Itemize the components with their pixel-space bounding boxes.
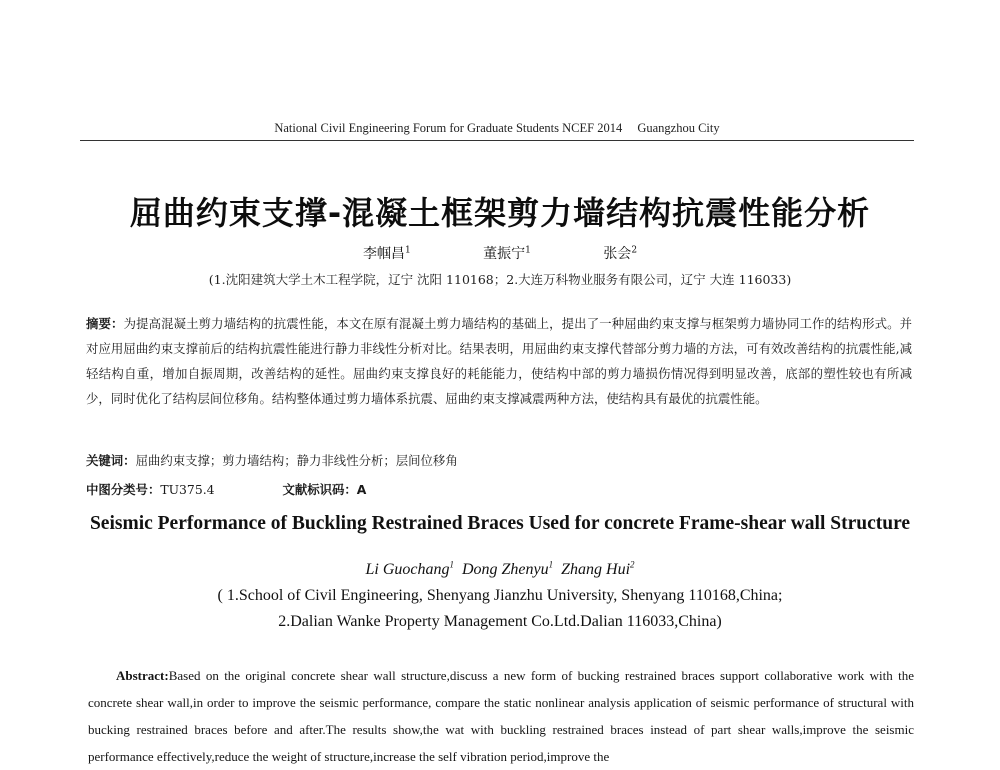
keywords-cn — [86, 451, 912, 469]
doc-code-value: A — [356, 482, 367, 497]
keywords-cn-label: 关键词： — [86, 453, 136, 468]
classification-line — [86, 480, 912, 498]
abstract-en-label: Abstract: — [116, 668, 169, 683]
author-en: Dong Zhenyu$^1$ — [461, 559, 554, 578]
clc-label: 中图分类号： — [86, 482, 161, 497]
authors-cn — [0, 243, 1000, 263]
abstract-en — [88, 662, 914, 770]
author-cn: 张会$^2$ — [603, 245, 638, 262]
abstract-cn — [86, 311, 912, 411]
author-cn: 李帼昌$^1$ — [362, 245, 411, 262]
forum-name: National Civil Engineering Forum for Graduate Students NCEF 2014 — [274, 121, 623, 135]
affiliation-en-1: ( 1.School of Civil Engineering, Shenyang Jianzhu University, Shenyang 110168,China; — [217, 587, 783, 604]
abstract-cn-label: 摘要： — [86, 316, 124, 331]
author-cn: 董振宁$^1$ — [483, 245, 531, 262]
affiliation-en-2: 2.Dalian Wanke Property Management Co.Ltd.Dalian 116033,China) — [278, 613, 722, 630]
affiliation-cn: (1.沈阳建筑大学土木工程学院，辽宁 沈阳 110168；2.大连万科物业服务有限公司，辽宁 大连 116033) — [208, 272, 792, 287]
running-header — [80, 121, 914, 136]
clc-value: TU375.4 — [160, 482, 215, 497]
abstract-en-text: Based on the original concrete shear wall structure,discuss a new form of bucking restrained braces support collaborative work with the concrete shear wall,in order to improve the seismic performance, compare the static nonlinear analysis application of seismic performance of structural with bucking restrained braces before and after.The results show,the wat with buckling restrained braces instead of part shear walls,improve the seismic performance effectively,reduce the weight of structure,increase the self vibration period,improve the — [88, 668, 914, 764]
abstract-cn-text: 为提高混凝土剪力墙结构的抗震性能，本文在原有混凝土剪力墙结构的基础上，提出了一种屈曲约束支撑与框架剪力墙协同工作的结构形式。并对应用屈曲约束支撑前后的结构抗震性能进行静力非线性分析对比。结果表明，用屈曲约束支撑代替部分剪力墙的方法，可有效改善结构的抗震性能,减轻结构自重，增加自振周期，改善结构的延性。屈曲约束支撑良好的耗能能力，使结构中部的剪力墙损伤情况得到明显改善，底部的塑性较也有所减少，同时优化了结构层间位移角。结构整体通过剪力墙体系抗震、屈曲约束支撑减震两种方法，使结构具有最优的抗震性能。 — [86, 316, 913, 406]
paper-title-en: Seismic Performance of Buckling Restrained Braces Used for concrete Frame-shear wall Structure — [89, 513, 911, 534]
paper-title-cn: 屈曲约束支撑-混凝土框架剪力墙结构抗震性能分析 — [129, 194, 871, 232]
author-en: Li Guochang$^1$ — [365, 559, 454, 578]
authors-en — [0, 561, 1000, 579]
doc-code-label: 文献标识码： — [282, 482, 357, 497]
city-name: Guangzhou City — [637, 121, 720, 135]
keywords-cn-text: 屈曲约束支撑；剪力墙结构；静力非线性分析；层间位移角 — [135, 453, 458, 468]
author-en: Zhang Hui$^2$ — [561, 559, 635, 578]
header-rule — [80, 140, 914, 141]
